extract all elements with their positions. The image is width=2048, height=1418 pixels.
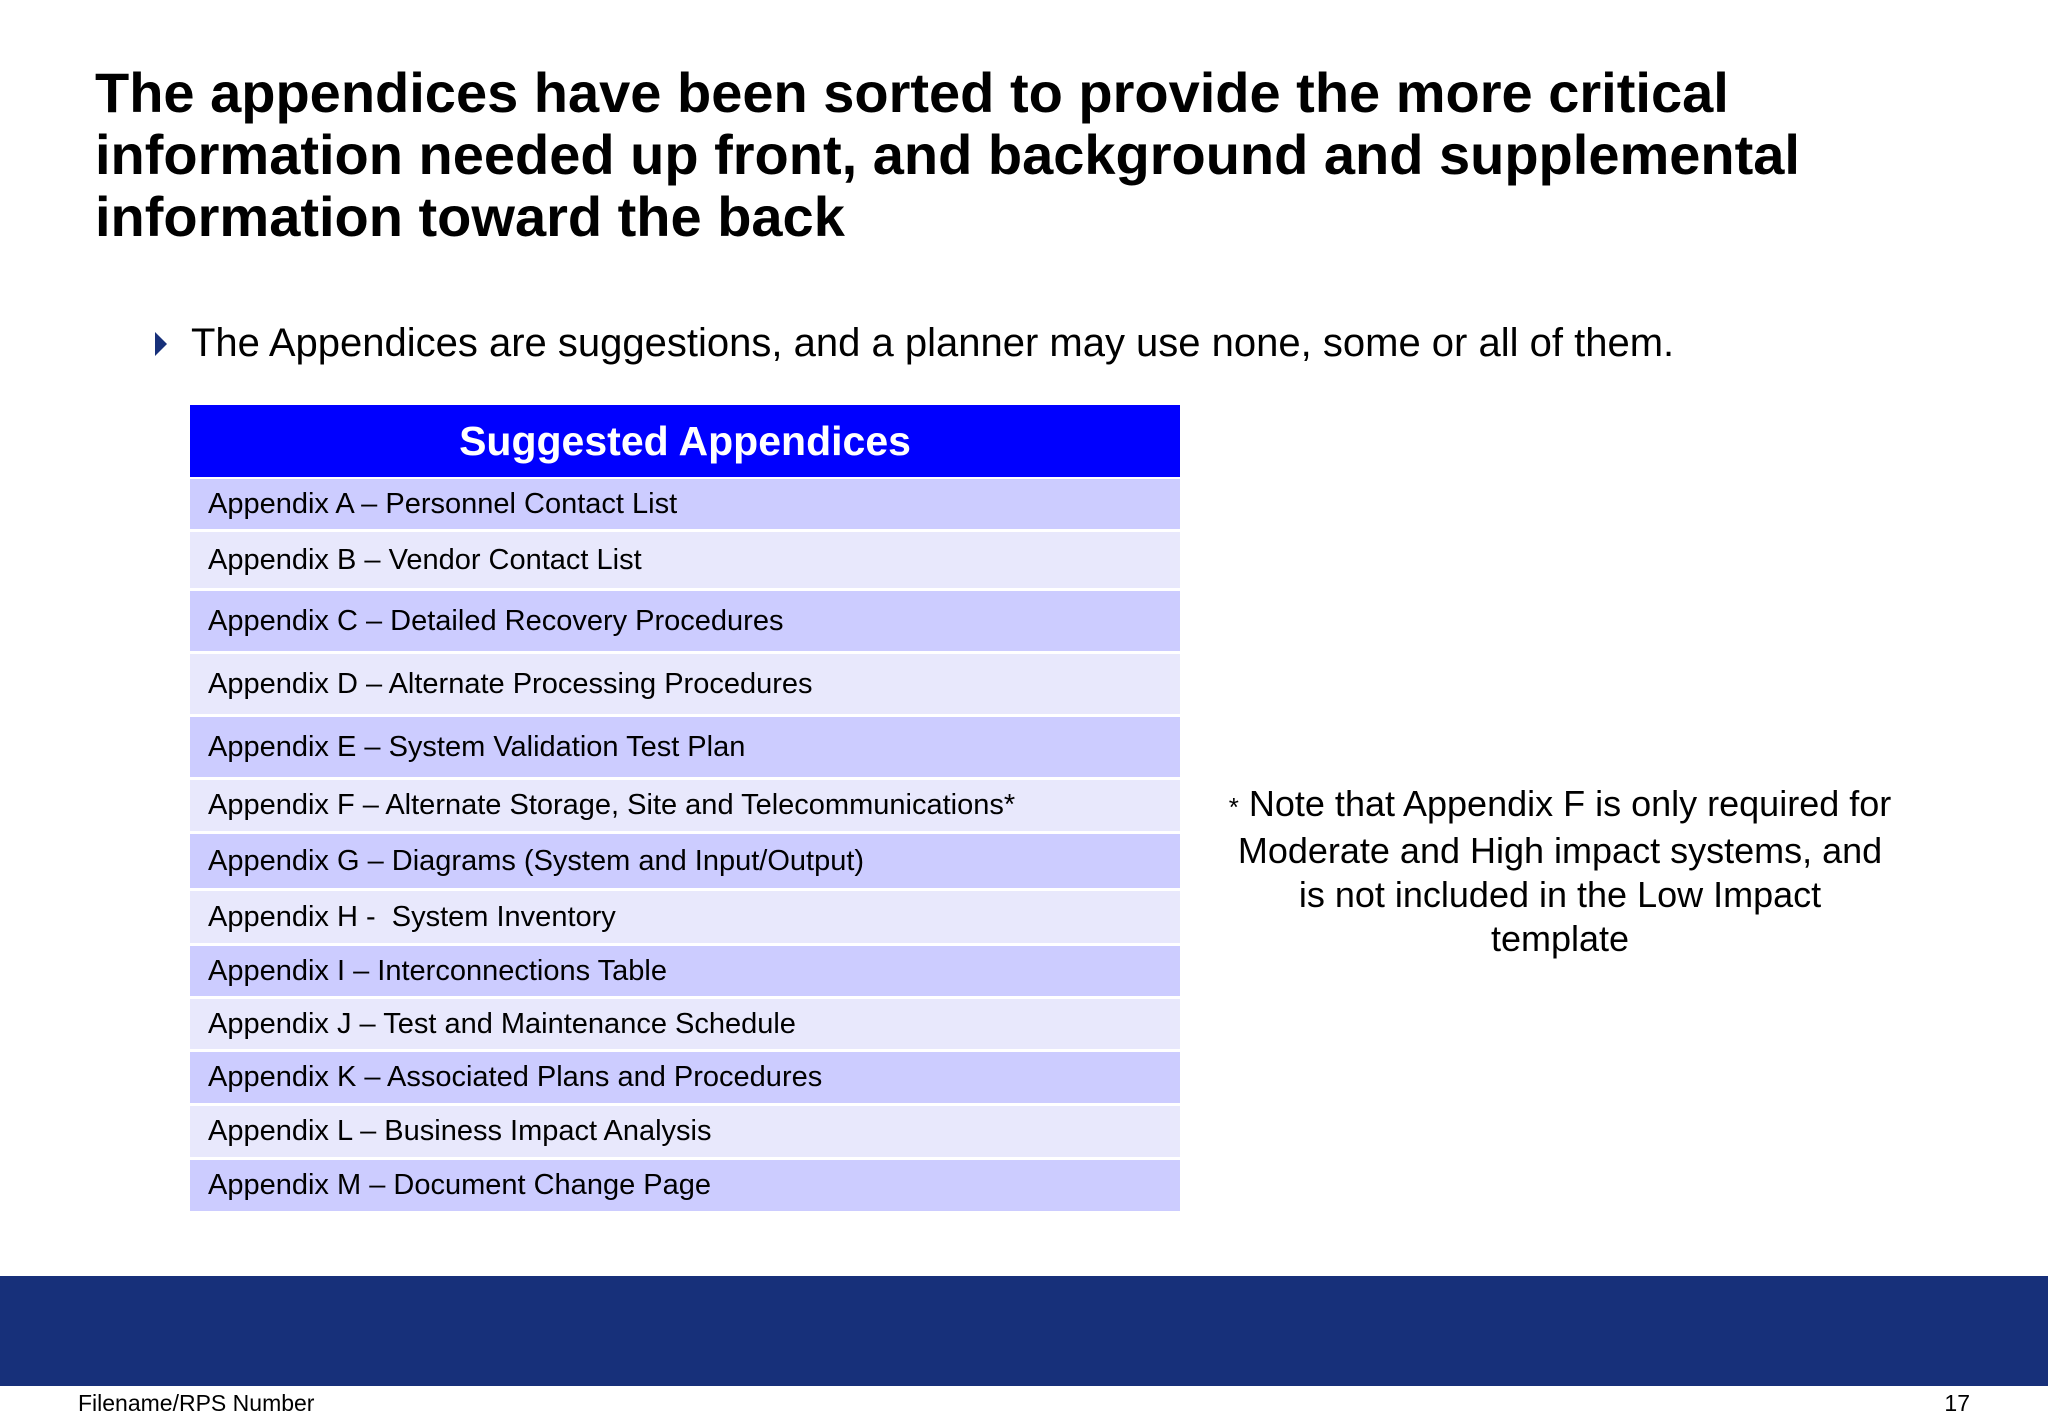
note-text: Note that Appendix F is only required for Moderate and High impact systems, and is not included in the Low Impact template xyxy=(1237,783,1892,959)
table-row-appendix-m: Appendix M – Document Change Page xyxy=(190,1160,1180,1214)
table-row-appendix-j: Appendix J – Test and Maintenance Schedule xyxy=(190,999,1180,1052)
appendices-table xyxy=(190,405,1180,1214)
table-row-appendix-e: Appendix E – System Validation Test Plan xyxy=(190,717,1180,780)
table-row-appendix-i: Appendix I – Interconnections Table xyxy=(190,946,1180,999)
appendix-f-note xyxy=(1225,782,1895,961)
table-row-appendix-a: Appendix A – Personnel Contact List xyxy=(190,479,1180,532)
table-row-appendix-b: Appendix B – Vendor Contact List xyxy=(190,532,1180,591)
bullet-item xyxy=(155,318,1674,368)
footer-filename: Filename/RPS Number xyxy=(78,1390,315,1416)
table-row-appendix-h: Appendix H - System Inventory xyxy=(190,891,1180,946)
triangle-bullet-icon xyxy=(155,332,167,356)
table-row-appendix-l: Appendix L – Business Impact Analysis xyxy=(190,1106,1180,1160)
table-row-appendix-k: Appendix K – Associated Plans and Procedures xyxy=(190,1052,1180,1106)
table-row-appendix-c: Appendix C – Detailed Recovery Procedures xyxy=(190,591,1180,654)
footer-band xyxy=(0,1276,2048,1386)
table-row-appendix-g: Appendix G – Diagrams (System and Input/Output) xyxy=(190,834,1180,891)
table-header: Suggested Appendices xyxy=(190,405,1180,477)
page-number: 17 xyxy=(1944,1390,1970,1416)
note-asterisk: * xyxy=(1228,792,1239,822)
slide-title: The appendices have been sorted to provide the more critical information needed up front, and background and supplemental information toward the back xyxy=(95,61,1800,248)
bullet-text: The Appendices are suggestions, and a planner may use none, some or all of them. xyxy=(191,321,1675,365)
table-row-appendix-d: Appendix D – Alternate Processing Procedures xyxy=(190,654,1180,717)
table-row-appendix-f: Appendix F – Alternate Storage, Site and Telecommunications* xyxy=(190,780,1180,834)
